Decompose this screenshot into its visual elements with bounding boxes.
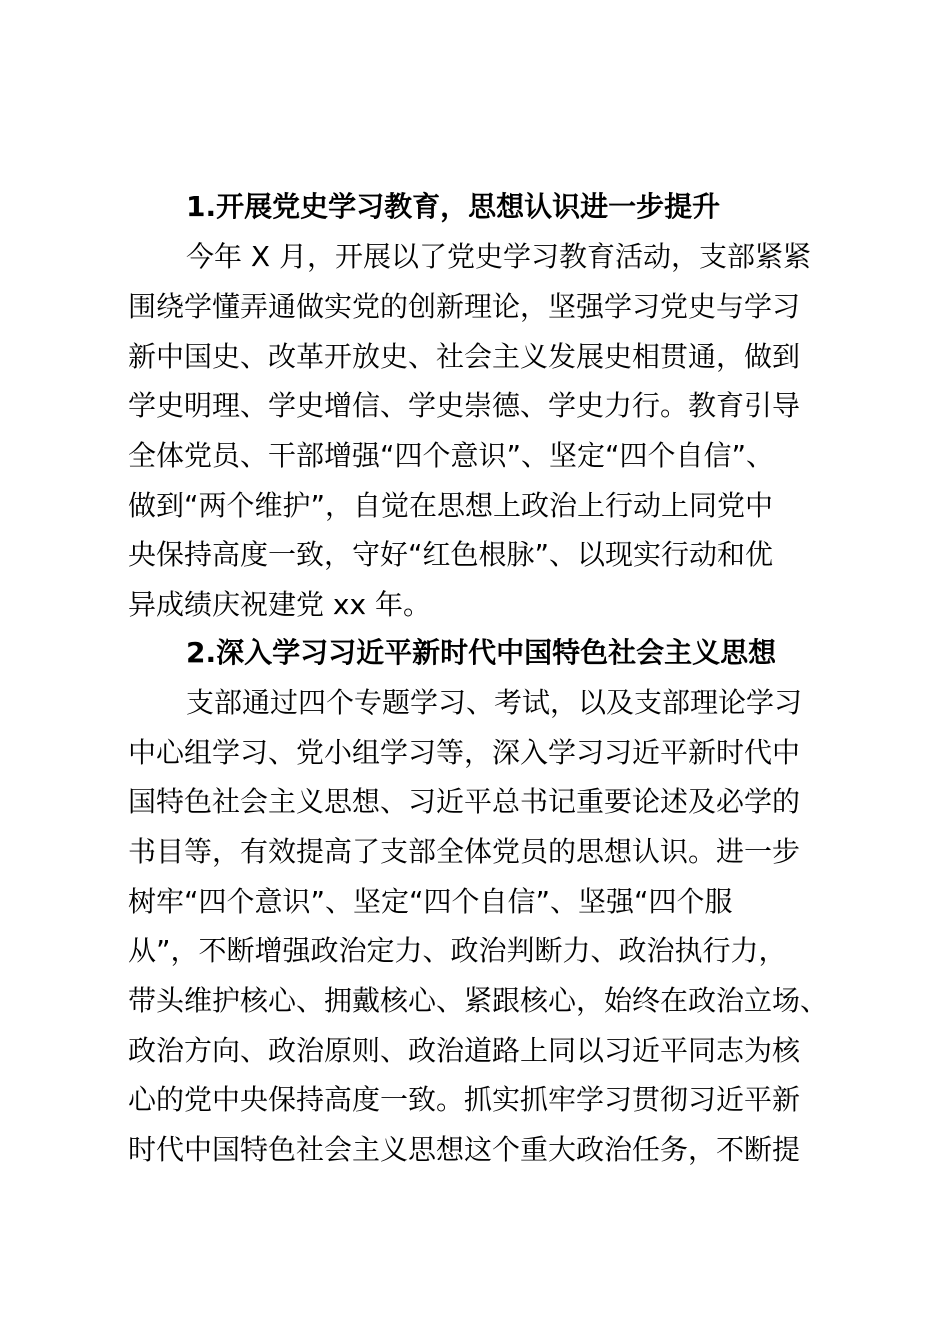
paragraph-line: 做到“两个维护”，自觉在思想上政治上行动上同党中 [128,489,774,522]
paragraph-line: 心的党中央保持高度一致。抓实抓牢学习贯彻习近平新 [128,1083,801,1116]
paragraph-line: 书目等，有效提高了支部全体党员的思想认识。进一步 [128,835,801,868]
paragraph-line: 从”，不断增强政治定力、政治判断力、政治执行力， [128,934,787,967]
paragraph-line: 异成绩庆祝建党 xx 年。 [128,588,431,621]
paragraph-line: 全体党员、干部增强“四个意识”、坚定“四个自信”、 [128,439,775,472]
paragraph-line: 支部通过四个专题学习、考试，以及支部理论学习 [186,686,803,719]
paragraph-line: 树牢“四个意识”、坚定“四个自信”、坚强“四个服 [128,885,733,918]
paragraph-line: 时代中国特色社会主义思想这个重大政治任务，不断提 [128,1133,801,1166]
paragraph-line: 学史明理、学史增信、学史崇德、学史力行。教育引导 [128,389,801,422]
paragraph-line: 央保持高度一致，守好“红色根脉”、以现实行动和优 [128,538,774,571]
section-heading-1: 1.开展党史学习教育，思想认识进一步提升 [186,190,721,223]
paragraph-line: 中心组学习、党小组学习等，深入学习习近平新时代中 [128,736,801,769]
paragraph-line: 国特色社会主义思想、习近平总书记重要论述及必学的 [128,785,801,818]
paragraph-line: 政治方向、政治原则、政治道路上同以习近平同志为核 [128,1034,801,1067]
paragraph-line: 新中国史、改革开放史、社会主义发展史相贯通，做到 [128,340,801,373]
paragraph-line: 带头维护核心、拥戴核心、紧跟核心，始终在政治立场、 [128,984,829,1017]
paragraph-line: 围绕学懂弄通做实党的创新理论，坚强学习党史与学习 [128,290,801,323]
section-heading-2: 2.深入学习习近平新时代中国特色社会主义思想 [186,636,777,669]
paragraph-line: 今年 X 月，开展以了党史学习教育活动，支部紧紧 [186,240,811,273]
